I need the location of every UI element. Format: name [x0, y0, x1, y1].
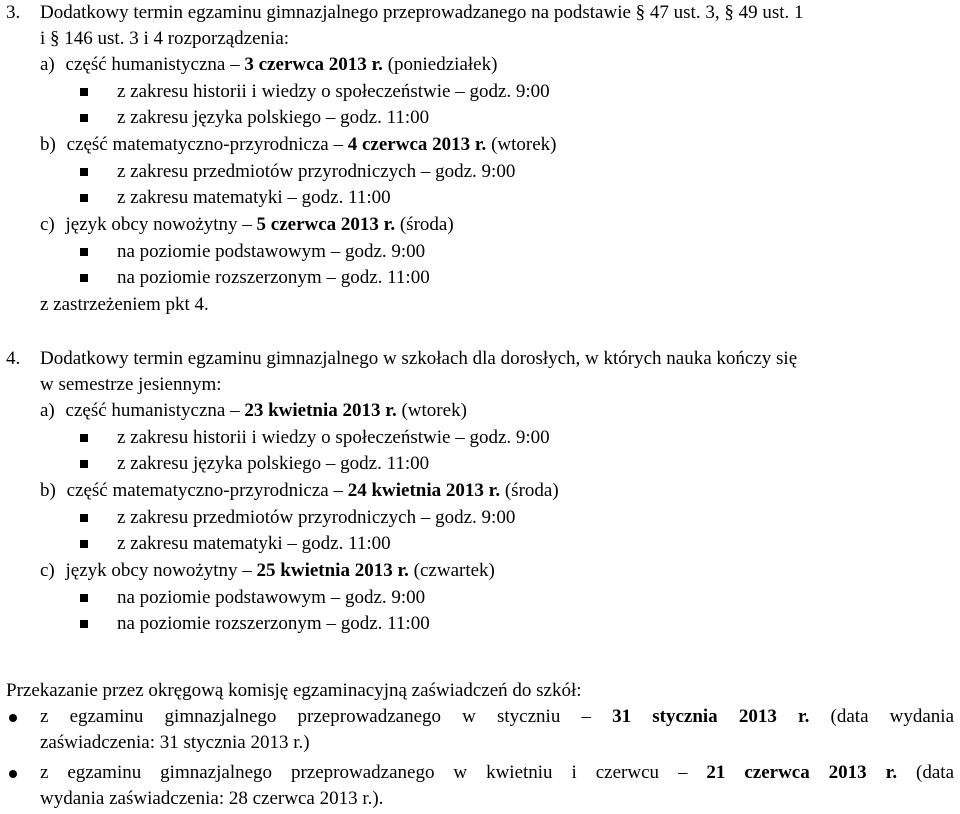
section4-c-item1: na poziomie podstawowym – godz. 9:00: [117, 587, 426, 608]
section4-a-item2: z zakresu języka polskiego – godz. 11:00: [117, 453, 430, 474]
section3-b-item2: z zakresu matematyki – godz. 11:00: [117, 187, 391, 208]
transfer-heading: Przekazanie przez okręgową komisję egzaminacyjną zaświadczeń do szkół:: [6, 680, 582, 701]
round-bullet-icon: [9, 714, 17, 722]
section4-b-text: część matematyczno-przyrodnicza –: [66, 480, 348, 501]
section4-c-item2: na poziomie rozszerzonym – godz. 11:00: [117, 613, 430, 634]
section3-a-date: 3 czerwca 2013 r.: [244, 54, 383, 75]
section3-c-date: 5 czerwca 2013 r.: [256, 214, 396, 235]
section3-a-day: (poniedziałek): [382, 54, 498, 75]
section3-intro-line2: i § 146 ust. 3 i 4 rozporządzenia:: [40, 28, 290, 49]
section3-a-label: a): [40, 54, 55, 75]
transfer-item1-line1: z egzaminu gimnazjalnego przeprowadzanego w styczniu – 31 stycznia 2013 r. (data wydania: [40, 706, 954, 727]
section4-c: [40, 560, 495, 582]
section4-a-item1: z zakresu historii i wiedzy o społeczeństwie – godz. 9:00: [117, 427, 550, 448]
section4-intro-line1: Dodatkowy termin egzaminu gimnazjalnego w szkołach dla dorosłych, w których nauka kończy się: [40, 348, 798, 369]
section3-c-day: (środa): [395, 214, 454, 235]
square-bullet-icon: [80, 594, 88, 602]
square-bullet-icon: [80, 620, 88, 628]
section4-a-day: (wtorek): [396, 400, 467, 421]
section3-b-label: b): [40, 134, 56, 155]
section4-c-label: c): [40, 560, 55, 581]
section4-c-day: (czwartek): [408, 560, 495, 581]
section4-intro-line2: w semestrze jesiennym:: [40, 374, 222, 395]
section3-a-item1: z zakresu historii i wiedzy o społeczeństwie – godz. 9:00: [117, 81, 550, 102]
square-bullet-icon: [80, 114, 88, 122]
square-bullet-icon: [80, 514, 88, 522]
section4-number: 4.: [6, 348, 21, 369]
section3-b-day: (wtorek): [486, 134, 557, 155]
square-bullet-icon: [80, 194, 88, 202]
square-bullet-icon: [80, 168, 88, 176]
section3-c-item2: na poziomie rozszerzonym – godz. 11:00: [117, 267, 430, 288]
section3-c-label: c): [40, 214, 55, 235]
square-bullet-icon: [80, 434, 88, 442]
section3-intro-line1: Dodatkowy termin egzaminu gimnazjalnego przeprowadzanego na podstawie § 47 ust. 3, § 49 ust. 1: [40, 2, 804, 23]
square-bullet-icon: [80, 88, 88, 96]
section3-b: [40, 134, 556, 156]
section4-b-item1: z zakresu przedmiotów przyrodniczych – godz. 9:00: [117, 507, 516, 528]
section4-b: [40, 480, 559, 502]
section4-c-date: 25 kwietnia 2013 r.: [256, 560, 409, 581]
section4-b-label: b): [40, 480, 56, 501]
transfer-item2-line1: z egzaminu gimnazjalnego przeprowadzanego w kwietniu i czerwcu – 21 czerwca 2013 r. (data: [40, 762, 954, 783]
transfer-item2-line2: wydania zaświadczenia: 28 czerwca 2013 r.).: [40, 788, 384, 809]
section4-a-label: a): [40, 400, 55, 421]
section3-number: 3.: [6, 2, 21, 23]
transfer-item1-line2: zaświadczenia: 31 stycznia 2013 r.): [40, 732, 310, 753]
section4-a: [40, 400, 467, 422]
section4-b-day: (środa): [500, 480, 559, 501]
section4-b-date: 24 kwietnia 2013 r.: [347, 480, 501, 501]
square-bullet-icon: [80, 460, 88, 468]
section3-b-item1: z zakresu przedmiotów przyrodniczych – godz. 9:00: [117, 161, 516, 182]
section3-c-item1: na poziomie podstawowym – godz. 9:00: [117, 241, 426, 262]
section4-b-item2: z zakresu matematyki – godz. 11:00: [117, 533, 391, 554]
square-bullet-icon: [80, 248, 88, 256]
section3-c: [40, 214, 454, 236]
section3-a: [40, 54, 497, 76]
section3-a-item2: z zakresu języka polskiego – godz. 11:00: [117, 107, 430, 128]
section3-c-text: język obcy nowożytny –: [65, 214, 257, 235]
section4-a-text: część humanistyczna –: [65, 400, 245, 421]
section3-a-text: część humanistyczna –: [65, 54, 245, 75]
section4-c-text: język obcy nowożytny –: [65, 560, 257, 581]
section3-b-date: 4 czerwca 2013 r.: [347, 134, 487, 155]
section3-b-text: część matematyczno-przyrodnicza –: [66, 134, 348, 155]
square-bullet-icon: [80, 540, 88, 548]
square-bullet-icon: [80, 274, 88, 282]
round-bullet-icon: [9, 770, 17, 778]
section3-note: z zastrzeżeniem pkt 4.: [40, 294, 209, 315]
section4-a-date: 23 kwietnia 2013 r.: [244, 400, 397, 421]
